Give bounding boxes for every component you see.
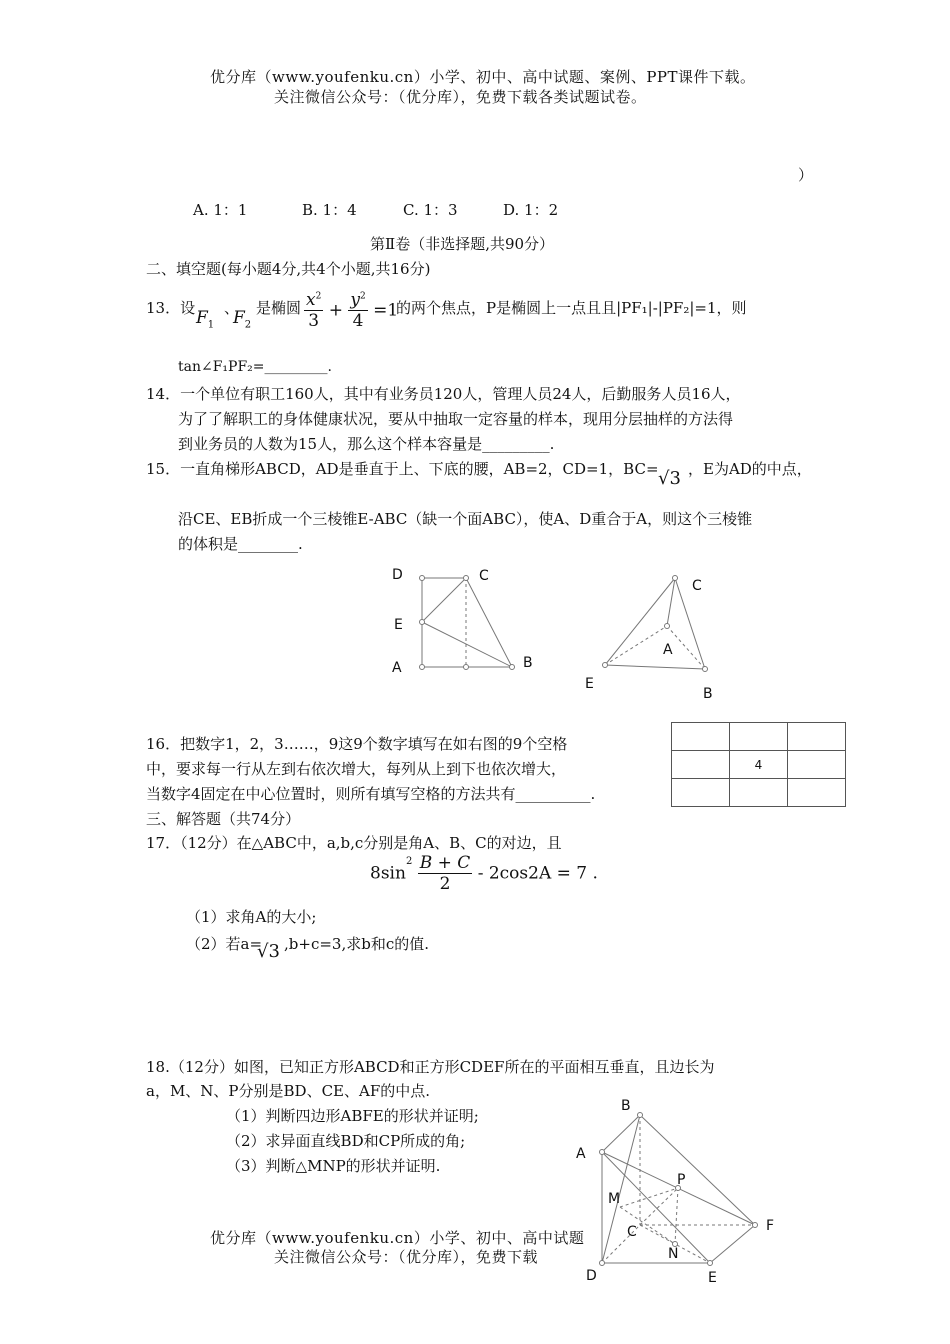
q16-line3: 当数字4固定在中心位置时，则所有填写空格的方法共有__________. <box>146 785 596 803</box>
pyramid-figure <box>575 565 735 705</box>
fig3-label-a: A <box>576 1146 586 1162</box>
q12-option-d: D. 1：2 <box>503 201 559 219</box>
fig1-label-a: A <box>392 660 402 676</box>
q14-line1: 14．一个单位有职工160人，其中有业务员120人，管理人员24人，后勤服务人员16人， <box>146 385 741 403</box>
q12-paren: ） <box>798 166 814 184</box>
q13-rest: 的两个焦点，P是椭圆上一点且且|PF₁|-|PF₂|=1，则 <box>396 299 747 317</box>
header-line-2: 关注微信公众号：（优分库），免费下载各类试题试卷。 <box>274 88 647 106</box>
q18-line2: a，M、N、P分别是BD、CE、AF的中点. <box>146 1082 431 1100</box>
section-solve: 三、解答题（共74分） <box>146 810 301 828</box>
header-line-1: 优分库（www.youfenku.cn）小学、初中、高中试题、案例、PPT课件下载。 <box>210 68 756 86</box>
q18-sub3: （3）判断△MNP的形状并证明. <box>226 1157 441 1175</box>
section-fill-blank: 二、填空题(每小题4分,共4个小题,共16分) <box>146 260 431 278</box>
fig1-label-d: D <box>392 567 403 583</box>
q13-prefix: 13．设 <box>146 299 196 317</box>
fig1-label-c: C <box>479 568 489 584</box>
q16-line1: 16．把数字1，2，3……，9这9个数字填写在如右图的9个空格 <box>146 735 568 753</box>
q13-f1: $F_1$ <box>196 308 215 331</box>
cube-figure <box>570 1095 790 1290</box>
q17-sqrt3: √3 <box>257 941 280 962</box>
q15-line1b: ，E为AD的中点， <box>688 460 812 478</box>
fig3-label-b: B <box>621 1098 631 1114</box>
q17-sub2b: ,b+c=3,求b和c的值. <box>284 935 429 953</box>
fig3-label-n: N <box>668 1246 679 1262</box>
q18-line1: 18.（12分）如图，已知正方形ABCD和正方形CDEF所在的平面相互垂直，且边长为 <box>146 1058 715 1076</box>
q13-sep: 、 <box>224 299 240 317</box>
fig3-label-p: P <box>677 1172 686 1188</box>
q17-equation: $8\sin^2$ $\frac{B + C}{2}$ - 2cos2A = 7 . <box>370 853 598 894</box>
fig3-label-c: C <box>627 1224 637 1240</box>
q13-line2: tan∠F₁PF₂=_________. <box>178 359 332 375</box>
q16-line2: 中，要求每一行从左到右依次增大，每列从上到下也依次增大， <box>146 760 567 778</box>
q17-line1: 17．（12分）在△ABC中，a,b,c分别是角A、B、C的对边，且 <box>146 834 562 852</box>
fig2-label-e: E <box>585 676 594 692</box>
number-grid <box>671 722 846 807</box>
q12-option-c: C. 1：3 <box>403 201 458 219</box>
fig3-label-f: F <box>766 1218 775 1234</box>
q15-sqrt3: √3 <box>658 468 681 489</box>
q12-option-a: A. 1：1 <box>193 201 248 219</box>
fig3-label-m: M <box>608 1191 621 1207</box>
grid-center-cell: 4 <box>730 751 788 779</box>
q17-sub1: （1）求角A的大小; <box>186 908 317 926</box>
part2-title: 第Ⅱ卷（非选择题,共90分） <box>370 235 555 253</box>
fig2-label-c: C <box>692 578 702 594</box>
footer-line-2: 关注微信公众号：（优分库），免费下载 <box>274 1248 539 1266</box>
q14-line2: 为了了解职工的身体健康状况，要从中抽取一定容量的样本，现用分层抽样的方法得 <box>178 410 734 428</box>
trapezoid-figure <box>380 560 550 685</box>
fig3-label-e: E <box>708 1270 717 1286</box>
q18-sub2: （2）求异面直线BD和CP所成的角; <box>226 1132 466 1150</box>
q17-sub2a: （2）若a= <box>186 935 263 953</box>
fig1-label-b: B <box>523 655 533 671</box>
q14-line3: 到业务员的人数为15人，那么这个样本容量是_________. <box>178 435 555 453</box>
fig1-label-e: E <box>394 617 403 633</box>
fig2-label-b: B <box>703 686 713 702</box>
q15-line3: 的体积是________. <box>178 535 303 553</box>
q15-line1a: 15．一直角梯形ABCD，AD是垂直于上、下底的腰，AB=2，CD=1，BC= <box>146 460 659 478</box>
fig2-label-a: A <box>663 642 673 658</box>
q18-sub1: （1）判断四边形ABFE的形状并证明; <box>226 1107 479 1125</box>
q15-line2: 沿CE、EB折成一个三棱锥E-ABC（缺一个面ABC），使A、D重合于A，则这个三棱锥 <box>178 510 753 528</box>
footer-line-1: 优分库（www.youfenku.cn）小学、初中、高中试题 <box>210 1229 585 1247</box>
q13-f2: $F_2$ <box>233 308 252 331</box>
fig3-label-d: D <box>586 1268 597 1284</box>
q13-ellipse-equation: $\frac{x^2}{3}$ + $\frac{y^2}{4}$ =1 <box>306 290 399 331</box>
q13-mid: 是椭圆 <box>256 299 302 317</box>
q12-option-b: B. 1：4 <box>302 201 357 219</box>
